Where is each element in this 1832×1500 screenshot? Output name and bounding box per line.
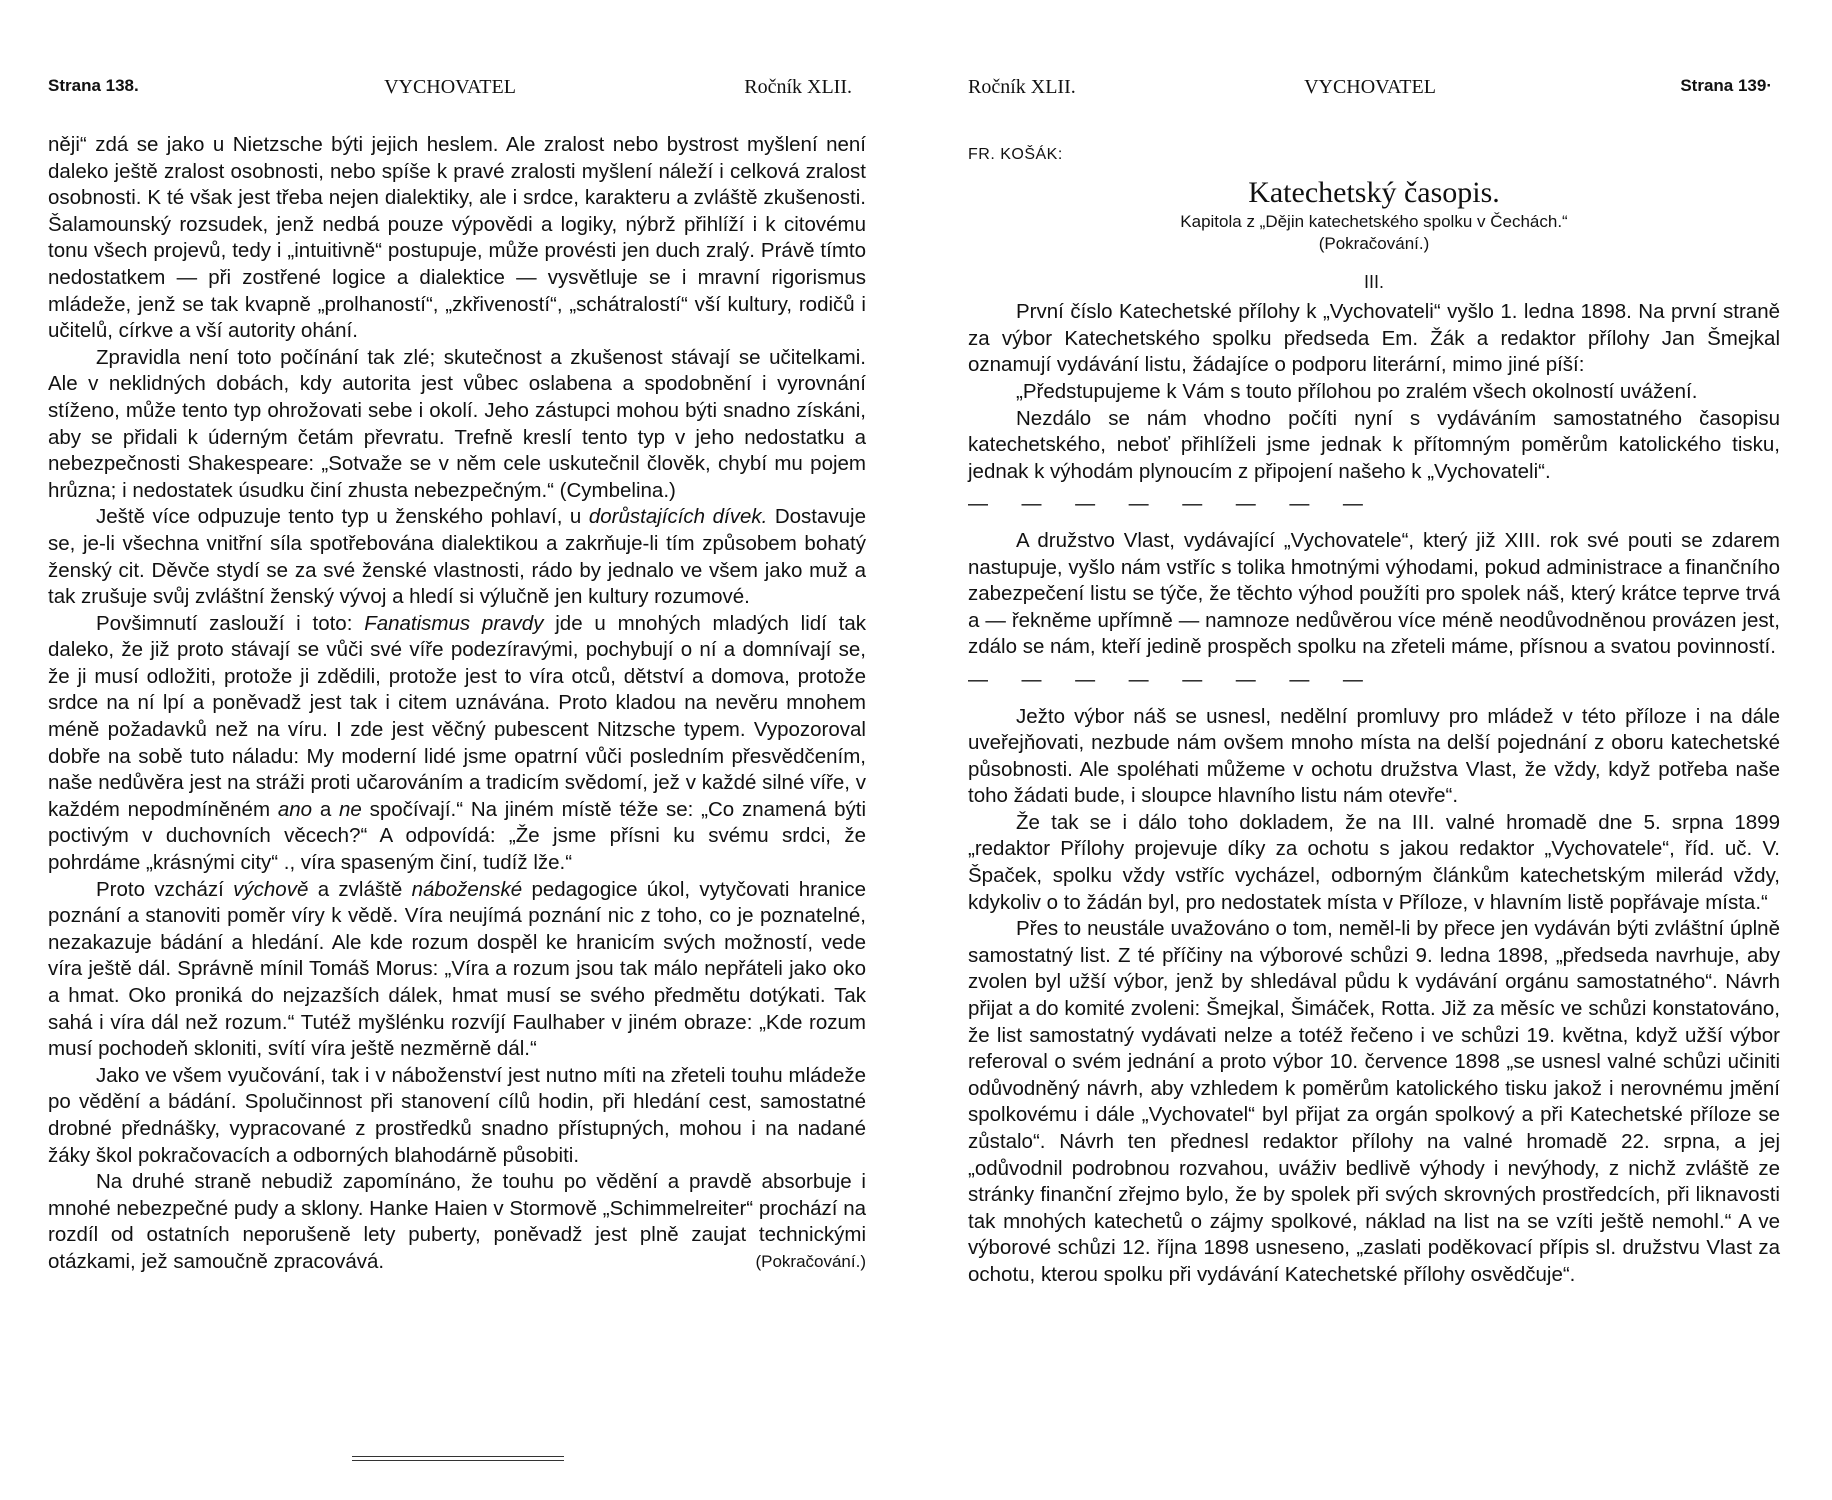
- dash-separator: — — — — — — — —: [968, 668, 1377, 691]
- paragraph: Že tak se i dálo toho dokladem, že na III. valné hromadě dne 5. srpna 1899 „redaktor Přílohy projevuje díky za ochotu s jakou redaktor „Vychovatele“, říd. uč. V. Špaček, spolku vždy vstříc vycházel, odborným článkům katechetským milerád vždy, kdykoliv o to žádán byl, pro nedostatek místa v Příloze, v hlavním listě popřávaje místa.“: [968, 810, 1780, 914]
- right-page-number: Strana 139·: [1680, 76, 1772, 95]
- article-subtitle: Kapitola z „Dějin katechetského spolku v Čechách.“: [1180, 211, 1568, 231]
- paragraph: Na druhé straně nebudiž zapomínáno, že touhu po vědění a pravdě absorbuje i mnohé nebezpečné pudy a sklony. Hanke Haien v Stormově „Schimmelreiter“ prochází na rozdíl od ostatních neporušeně lety puberty, poněvadž jest plně zaujat technickými otázkami, jež samoučně zpracovává. (Pokračování.): [48, 1169, 866, 1275]
- paragraph: Jako ve všem vyučování, tak i v náboženství jest nutno míti na zřeteli touhu mládeže po vědění a bádání. Spolučinnost při stanovení cílů hodin, při hledání cest, samostatné drobné přednášky, vypracované z prostředků snadno přístupných, mohou i na nadané žáky škol pokračovacích a odborných blahodárně působiti.: [48, 1063, 866, 1167]
- paragraph: Přes to neustále uvažováno o tom, neměl-li by přece jen vydáván býti zvláštní úplně samostatný list. Z té příčiny na výborové schůzi 9. ledna 1898, „předseda navrhuje, aby zvolen byl užší výbor, jenž by shledával půdu k vydávání orgánu samostatného“. Návrh přijat a do komité zvoleni: Šmejkal, Šimáček, Rotta. Již za měsíc ve schůzi konstatováno, že list samostatný vydávati nelze a totéž řečeno i ve schůzi 19. května, když užší výbor referoval o svém jednání a proto výbor 10. července 1898 „se usnesl valné schůzi učiniti odůvodněný návrh, aby vzhledem k poměrům katolického tisku jakož i nerovnému jmění spolkovému i dále „Vychovatel“ byl přijat za orgán spolkový a při Katechetské příloze se zůstalo“. Návrh ten přednesl redaktor přílohy na valné hromadě 22. srpna, a jej „odůvodnil podrobnou rozvahou, uváživ bedlivě výhody i nevýhody, z nichž zvláště ze stránky finanční zřejmo bylo, že by spolek při svých skrovných prostředcích, při liknavosti tak mnohých katechetů o zájmy spolkové, náklad na list na se vzíti ještě nemohl.“ A ve výborové schůzi 12. října 1898 usneseno, „zaslati poděkovací přípis sl. družstvu Vlast za ochotu, kterou spolku při vydávání Katechetské přílohy osvědčuje“.: [968, 917, 1780, 1286]
- continued-note: (Pokračování.): [755, 1251, 866, 1271]
- quote-paragraph: Nezdálo se nám vhodno počíti nyní s vydáváním samostatného časopisu katechetského, neboť přihlíželi jsme jednak k přítomným poměrům katolického tisku, jednak k výhodám plynoucím z připojení našeho k „Vychovateli“.: [968, 406, 1780, 483]
- left-header: [48, 76, 852, 106]
- paragraph: A družstvo Vlast, vydávající „Vychovatele“, který již XIII. rok své pouti se zdarem nastupuje, vyšlo nám vstříc s tolika hmotnými výhodami, pokud administrace a finančního zabezpečení listu se týče, že těchto výhod použíti pro spolek náš, který krátce teprve trvá a — řekněme upřímně — namnoze nedůvěrou více méně neodůvodněnou provázen jest, zdálo se nám, kteří jedině prospěch spolku na zřeteli máme, přísnou a svatou povinností.: [968, 528, 1780, 659]
- paragraph: Ježto výbor náš se usnesl, nedělní promluvy pro mládež v této příloze i na dále uveřejňovati, nezbude nám ovšem mnoho místa na delší pojednání z oboru katechetské působnosti. Ale spoléhati můžeme v ochotu družstva Vlast, že vždy, když potřeba naše toho žádati bude, i sloupce hlavního listu nám otevře“.: [968, 704, 1780, 808]
- paragraph: Povšimnutí zaslouží i toto: Fanatismus pravdy jde u mnohých mladých lidí tak daleko, že již proto stávají se vůči své víře podezíravými, pochybují o ní a domnívají se, že ji musí odložiti, protože ji zdědili, protože jest to víra otců, dětství a domova, protože srdce na ní lpí a poněvadž jest tak i citem uznávána. Proto kladou na nevěru mnohem méně požadavků než na víru. I zde jest věčný pubescent Nitzsche typem. Vypozoroval dobře na sobě tuto náladu: My moderní lidé jsme opatrní vůči posledním přesvědčením, naše nedůvěra jest na stráži proti učarováním a tradicím svědomí, jež v každé silné víře, v každém nepodmíněném ano a ne spočívají.“ Na jiném místě téže se: „Co znamená býti poctivým v duchovních věcech?“ A odpovídá: „Že jsme přísni ku svému srdci, že pohrdáme „krásnými city“ ., víra spaseným činí, tudíž lže.“: [48, 611, 867, 875]
- left-page-number: Strana 138.: [48, 76, 139, 95]
- right-header: [968, 76, 1772, 106]
- paragraph: První číslo Katechetské přílohy k „Vychovateli“ vyšlo 1. ledna 1898. Na první straně za výbor Katechetského spolku předseda Em. Žák a redaktor přílohy Jan Šmejkal oznamují vydávání listu, žádajíce o podporu literární, mimo jiné píší:: [968, 300, 1780, 377]
- quote-paragraph: „Předstupujeme k Vám s touto přílohou po zralém všech okolností uvážení.: [1016, 379, 1698, 403]
- article-author: FR. KOŠÁK:: [968, 146, 1063, 163]
- right-journal-title: VYCHOVATEL: [1304, 76, 1436, 98]
- dash-separator: — — — — — — — —: [968, 493, 1377, 516]
- paragraph: Ještě více odpuzuje tento typ u ženského pohlaví, u dorůstajících dívek. Dostavuje se, je-li všechna vnitřní síla spotřebována dialektikou a zakrňuje-li tím způsobem bohatý ženský cit. Děvče stydí se za své ženské vlastnosti, rádo by jednalo ve všem jako muž a tak zrušuje svůj zvláštní ženský vývoj a hledí si výlučně jen kultury rozumové.: [48, 505, 866, 609]
- article-continued: (Pokračování.): [1318, 233, 1430, 253]
- end-rule: [352, 1456, 564, 1461]
- paragraph: něji“ zdá se jako u Nietzsche býti jejich heslem. Ale zralost nebo bystrost myšlení není daleko ještě zralost osobnosti, nebo spíše k pravé zralosti myšlení náleží i celková zralost osobnosti. K té však jest třeba nejen dialektiky, ale i srdce, karakteru a zvláště zkušenosti. Šalamounský rozsudek, jenž nedbá pouze výpovědi a logiky, nýbrž přihlíží i k citovému tonu všech projevů, tedy i „intuitivně“ postupuje, může provésti jen duch zralý. Právě tímto nedostatkem — při zostřené logice a dialektice — vysvětluje se i mravní rigorismus mládeže, jenž se tak kvapně „prolhaností“, „zkřiveností“, „schátralostí“ vší kultury, rodičů i učitelů, církve a vší autority ohání.: [48, 133, 866, 343]
- right-page: [916, 0, 1832, 1500]
- right-volume: Ročník XLII.: [968, 76, 1076, 98]
- section-number: III.: [1363, 271, 1384, 292]
- article-title: Katechetský časopis.: [1248, 175, 1500, 209]
- right-body: [968, 130, 1780, 1289]
- paragraph: Proto vzchází výchově a zvláště náboženské pedagogice úkol, vytyčovati hranice poznání a stanoviti poměr víry k vědě. Víra neujímá poznání nic z toho, co je poznatelné, nezakazuje bádání a hledání. Ale kde rozum dospěl ke hranicím svých možností, vede víra ještě dál. Správně mínil Tomáš Morus: „Víra a rozum jsou tak málo nepřáteli jako oko a hmat. Oko proniká do nejzazších dálek, hmat musí se svého předmětu dotýkati. Tak sahá i víra dál než rozum.“ Tutéž myšlénku rozvíjí Faulhaber v jiném obraze: „Kde rozum musí pochodeň skloniti, svítí víra ještě nezměrně dál.“: [48, 877, 866, 1061]
- left-body: [48, 132, 866, 1276]
- left-volume: Ročník XLII.: [744, 76, 852, 98]
- paragraph: Zpravidla není toto počínání tak zlé; skutečnost a zkušenost stávají se učitelkami. Ale v neklidných dobách, kdy autorita jest vůbec oslabena a spodobnění i vyrovnání stíženo, může tento typ ohrožovati sebe i okolí. Jeho zástupci mohou býti snadno získáni, aby se přidali k úderným četám převratu. Trefně kreslí tento typ v jeho nedostatku a nebezpečnosti Shakespeare: „Sotvaže se v něm cele uskutečnil člověk, chybí mu pojem hrůzna; i nedostatek úsudku činí zhusta nebezpečným.“ (Cymbelina.): [48, 345, 866, 502]
- left-journal-title: VYCHOVATEL: [384, 76, 516, 98]
